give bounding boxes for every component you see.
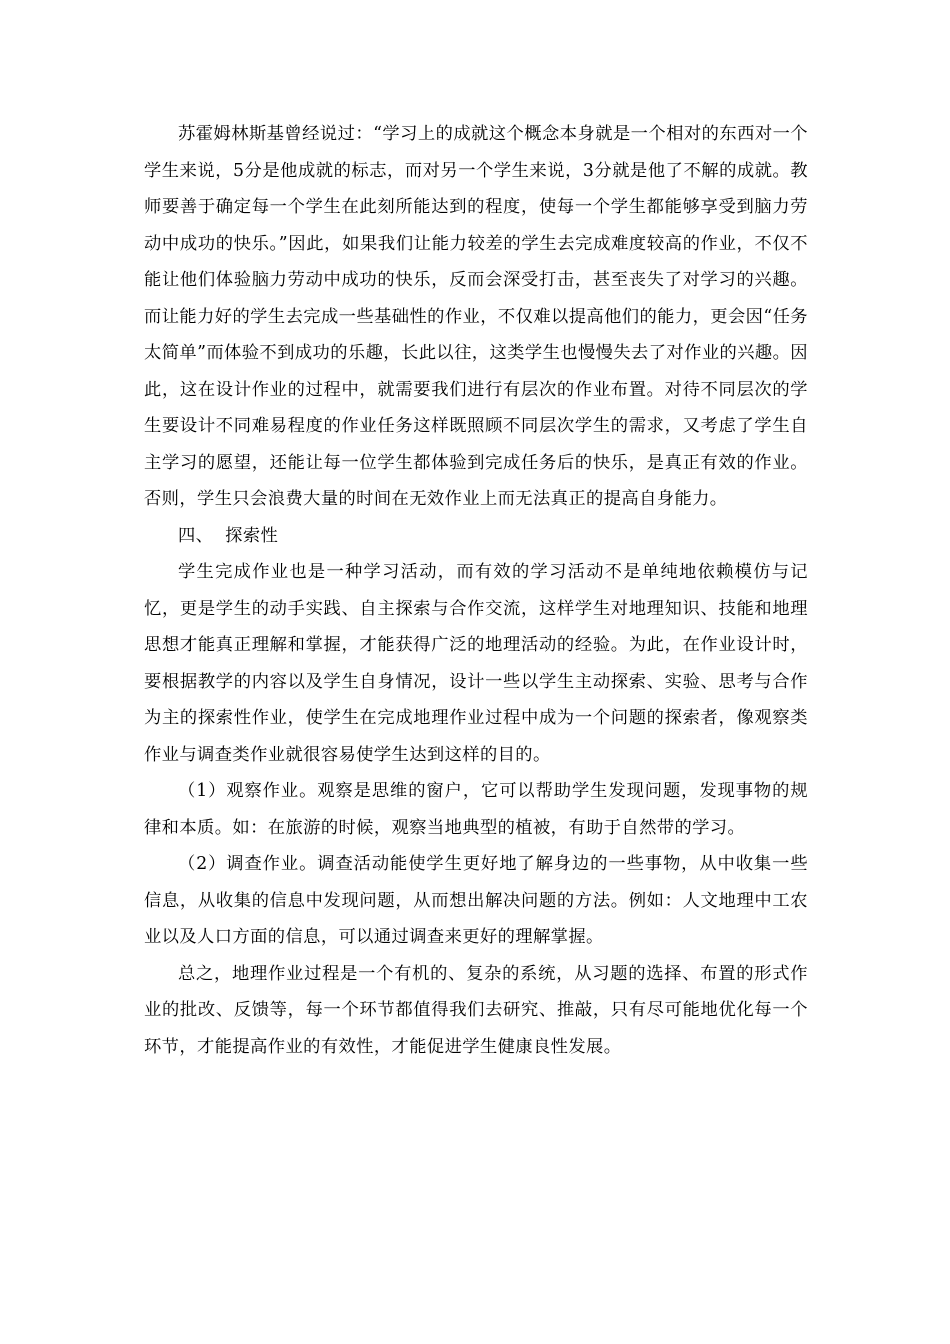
paragraph-observation-homework: （1）观察作业。观察是思维的窗户，它可以帮助学生发现问题，发现事物的规律和本质。如：在旅游的时候，观察当地典型的植被，有助于自然带的学习。 [144, 781, 808, 838]
paragraph-exploratory-homework: 学生完成作业也是一种学习活动，而有效的学习活动不是单纯地依赖模仿与记忆，更是学生的动手实践、自主探索与合作交流，这样学生对地理知识、技能和地理思想才能真正理解和掌握，才能获得广泛的地理活动的经验。为此，在作业设计时，要根据教学的内容以及学生自身情况，设计一些以学生主动探索、实验、思考与合作为主的探索性作业，使学生在完成地理作业过程中成为一个问题的探索者，像观察类作业与调查类作业就很容易使学生达到这样的目的。 [144, 562, 808, 765]
paragraph-suhomlinsky-quote: 苏霍姆林斯基曾经说过：“学习上的成就这个概念本身就是一个相对的东西对一个学生来说，5分是他成就的标志，而对另一个学生来说，3分就是他了不解的成就。教师要善于确定每一个学生在此刻所能达到的程度，使每一个学生都能够享受到脑力劳动中成功的快乐。”因此，如果我们让能力较差的学生去完成难度较高的作业，不仅不能让他们体验脑力劳动中成功的快乐，反而会深受打击，甚至丧失了对学习的兴趣。而让能力好的学生去完成一些基础性的作业，不仅难以提高他们的能力，更会因“任务太简单”而体验不到成功的乐趣，长此以往，这类学生也慢慢失去了对作业的兴趣。因此，这在设计作业的过程中，就需要我们进行有层次的作业布置。对待不同层次的学生要设计不同难易程度的作业任务这样既照顾不同层次学生的需求，又考虑了学生自主学习的愿望，还能让每一位学生都体验到完成任务后的快乐，是真正有效的作业。否则，学生只会浪费大量的时间在无效作业上而无法真正的提高自身能力。 [144, 124, 808, 509]
paragraph-conclusion: 总之，地理作业过程是一个有机的、复杂的系统，从习题的选择、布置的形式作业的批改、反馈等，每一个环节都值得我们去研究、推敲，只有尽可能地优化每一个环节，才能提高作业的有效性，才能促进学生健康良性发展。 [144, 963, 808, 1057]
paragraph-survey-homework: （2）调查作业。调查活动能使学生更好地了解身边的一些事物，从中收集一些信息，从收集的信息中发现问题，从而想出解决问题的方法。例如：人文地理中工农业以及人口方面的信息，可以通过调查来更好的理解掌握。 [144, 854, 808, 947]
document-body [144, 116, 808, 1065]
section-heading-exploratory: 四、 探索性 [178, 525, 279, 546]
